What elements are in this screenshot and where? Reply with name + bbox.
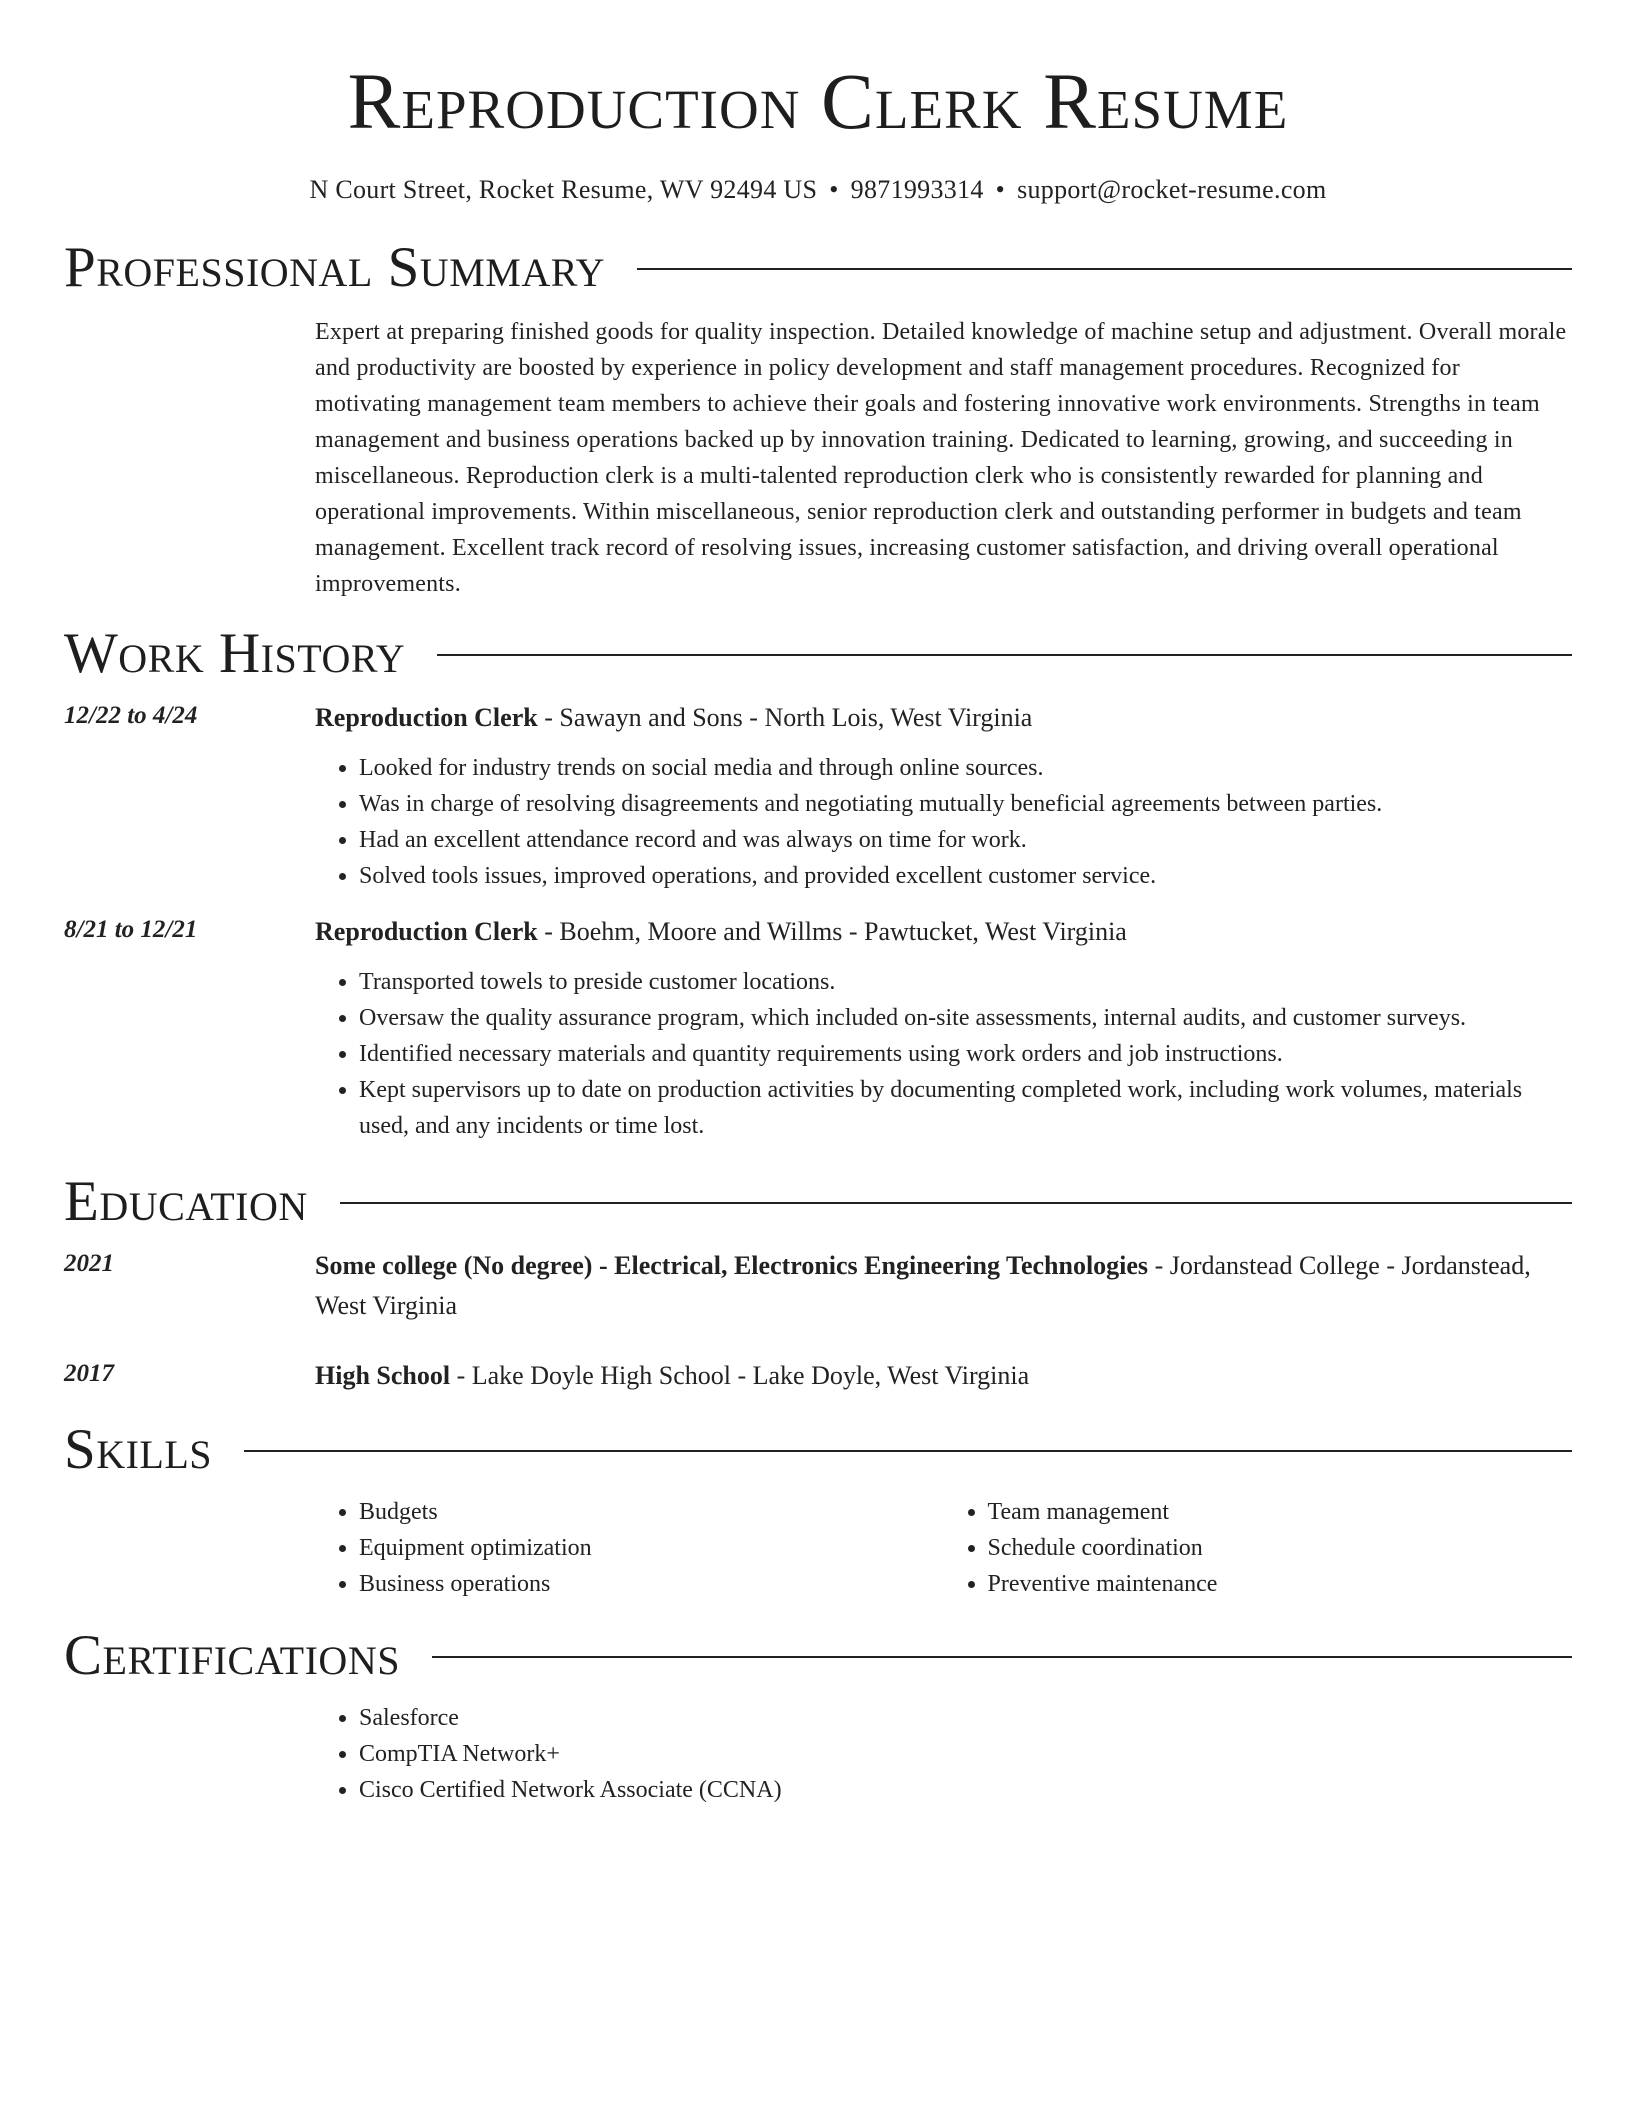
education-year: 2021 (64, 1250, 114, 1277)
contact-phone: 9871993314 (850, 175, 984, 204)
section-title-summary: Professional Summary (64, 236, 606, 299)
skills-list (315, 1494, 1572, 1602)
list-item: • Was in charge of resolving disagreements and negotiating mutually beneficial agreements between parties. (359, 786, 1572, 822)
education-details: - Lake Doyle High School - Lake Doyle, West Virginia (450, 1361, 1030, 1390)
job-details: - Sawayn and Sons - North Lois, West Virginia (537, 703, 1033, 732)
job-entry (64, 698, 1572, 894)
section-header-skills (64, 1418, 1572, 1482)
list-item: • Transported towels to preside customer locations. (359, 964, 1572, 1000)
section-title-work: Work History (64, 622, 406, 685)
list-item: • Equipment optimization (359, 1530, 944, 1566)
section-header-summary (64, 236, 1572, 300)
education-degree: High School (315, 1361, 451, 1390)
list-item: • CompTIA Network+ (359, 1736, 1572, 1772)
education-year: 2017 (64, 1360, 114, 1387)
education-degree: Some college (No degree) - Electrical, Electronics Engineering Technologies (315, 1251, 1149, 1280)
job-heading (315, 698, 1572, 738)
skills-column-right (944, 1494, 1573, 1602)
certifications-list (315, 1700, 1572, 1808)
job-heading (315, 912, 1572, 952)
list-item: • Had an excellent attendance record and was always on time for work. (359, 822, 1572, 858)
list-item: • Salesforce (359, 1700, 1572, 1736)
contact-email[interactable]: support@rocket-resume.com (1017, 175, 1327, 204)
education-heading (315, 1356, 1572, 1396)
job-title: Reproduction Clerk (315, 703, 538, 732)
contact-address: N Court Street, Rocket Resume, WV 92494 US (309, 175, 818, 204)
job-dates: 8/21 to 12/21 (64, 916, 198, 943)
section-title-education: Education (64, 1170, 308, 1233)
list-item: • Business operations (359, 1566, 944, 1602)
contact-separator: • (829, 175, 839, 204)
section-title-skills: Skills (64, 1418, 213, 1481)
education-entry (64, 1356, 1572, 1396)
list-item: • Kept supervisors up to date on production activities by documenting completed work, including work volumes, materials used, and any incidents or time lost. (359, 1072, 1572, 1144)
section-divider (637, 268, 1572, 270)
job-title: Reproduction Clerk (315, 917, 538, 946)
job-bullets (315, 964, 1572, 1144)
list-item: • Looked for industry trends on social media and through online sources. (359, 750, 1572, 786)
summary-row (64, 314, 1572, 602)
section-title-certifications: Certifications (64, 1624, 400, 1687)
job-details: - Boehm, Moore and Willms - Pawtucket, West Virginia (537, 917, 1127, 946)
list-item: • Schedule coordination (988, 1530, 1573, 1566)
section-divider (340, 1202, 1572, 1204)
job-dates: 12/22 to 4/24 (64, 702, 198, 729)
list-item: • Oversaw the quality assurance program, which included on-site assessments, internal audits, and customer surveys. (359, 1000, 1572, 1036)
education-entry (64, 1246, 1572, 1326)
resume-title: Reproduction Clerk Resume (347, 59, 1289, 146)
education-details: - Jordanstead College - Jordanstead, West Virginia (315, 1251, 1531, 1320)
section-divider (244, 1450, 1572, 1452)
list-item: • Identified necessary materials and quantity requirements using work orders and job instructions. (359, 1036, 1572, 1072)
summary-text: Expert at preparing finished goods for quality inspection. Detailed knowledge of machine setup and adjustment. Overall morale and productivity are boosted by experience in policy development and staff management procedures. Recognized for motivating management team members to achieve their goals and fostering innovative work environments. Strengths in team management and business operations backed up by innovation training. Dedicated to learning, growing, and succeeding in miscellaneous. Reproduction clerk is a multi-talented reproduction clerk who is consistently rewarded for planning and operational improvements. Within miscellaneous, senior reproduction clerk and outstanding performer in budgets and team management. Excellent track record of resolving issues, increasing customer satisfaction, and driving overall operational improvements. (315, 319, 1567, 597)
section-divider (432, 1656, 1572, 1658)
certifications-row (64, 1700, 1572, 1808)
education-heading (315, 1246, 1572, 1326)
list-item: • Cisco Certified Network Associate (CCNA) (359, 1772, 1572, 1808)
list-item: • Team management (988, 1494, 1573, 1530)
skills-row (64, 1494, 1572, 1602)
section-header-work (64, 622, 1572, 686)
section-header-education (64, 1170, 1572, 1234)
list-item: • Budgets (359, 1494, 944, 1530)
list-item: • Preventive maintenance (988, 1566, 1573, 1602)
job-bullets (315, 750, 1572, 894)
job-entry (64, 912, 1572, 1144)
contact-line (64, 174, 1572, 206)
contact-separator: • (995, 175, 1006, 204)
list-item: • Solved tools issues, improved operations, and provided excellent customer service. (359, 858, 1572, 894)
section-divider (437, 654, 1572, 656)
section-header-certifications (64, 1624, 1572, 1688)
skills-column-left (315, 1494, 944, 1602)
